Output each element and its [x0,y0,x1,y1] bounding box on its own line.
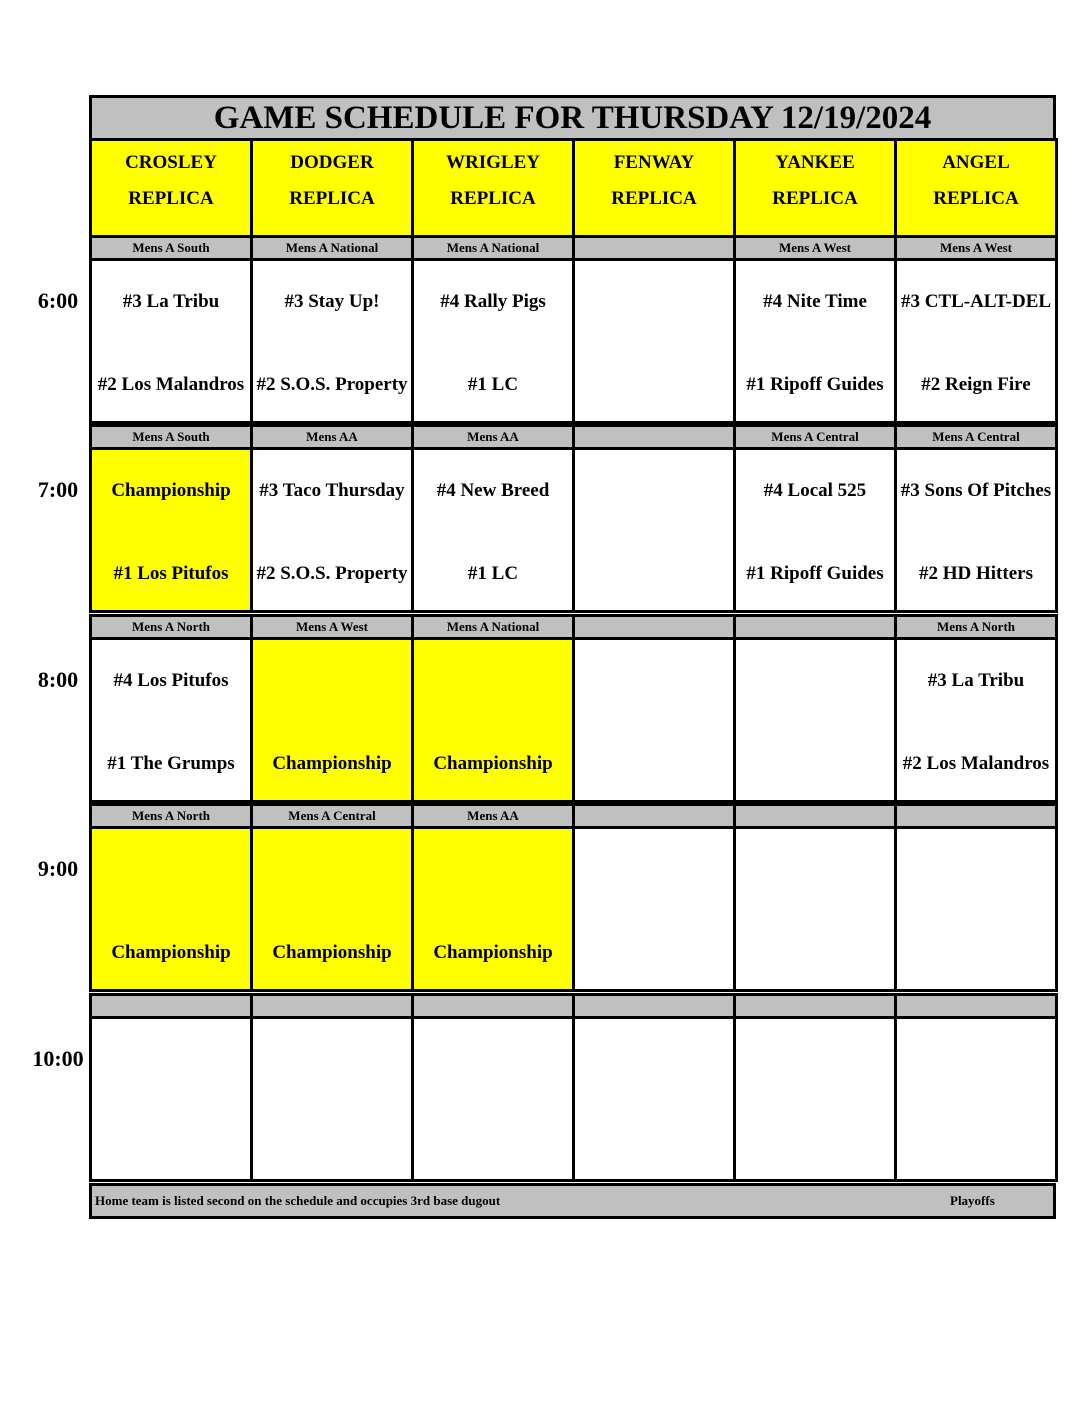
away-team [736,1019,894,1101]
away-team: #3 Taco Thursday [259,480,405,501]
away-team [253,1019,411,1101]
game-cell [572,637,736,803]
division-label: Mens A Central [894,424,1058,450]
home-team: #2 HD Hitters [919,563,1033,584]
division-label: Mens A South [89,235,253,261]
home-team: Championship [433,753,553,774]
away-team [92,829,250,911]
away-team [736,829,894,911]
home-team: #1 Ripoff Guides [746,374,884,395]
away-team [414,1019,572,1101]
field-subtitle: REPLICA [611,188,697,209]
home-team: #1 LC [467,563,519,584]
home-team [575,911,733,995]
footer-band [89,1183,1056,1219]
home-team [92,1101,250,1185]
footer-note: Home team is listed second on the schedule and occupies 3rd base dugout [95,1193,501,1208]
home-team: #2 S.O.S. Property [256,374,408,395]
division-label: Mens A National [411,235,575,261]
game-cell [733,1016,897,1182]
home-team: Championship [433,942,553,963]
home-team [736,911,894,995]
game-cell [894,826,1058,992]
game-cell [733,826,897,992]
away-team [575,829,733,911]
game-cell [89,258,253,424]
division-label: Mens A North [89,803,253,829]
division-label: Mens A West [250,614,414,640]
game-cell [572,826,736,992]
home-team [575,532,733,616]
home-team: #2 Reign Fire [921,374,1031,395]
home-team [575,343,733,427]
field-header-dodger [250,138,414,238]
home-team: #1 LC [467,374,519,395]
time-label: 9:00 [37,856,79,881]
game-cell [89,1016,253,1182]
division-label: Mens A West [733,235,897,261]
away-team [575,261,733,343]
division-label: Mens A North [894,614,1058,640]
field-name: WRIGLEY [446,152,540,173]
playoffs-legend: Playoffs [950,1193,995,1208]
home-team [575,1101,733,1185]
division-label: Mens A Central [733,424,897,450]
field-header-yankee [733,138,897,238]
field-name: CROSLEY [125,152,217,173]
away-team [736,640,894,722]
away-team: #3 La Tribu [927,670,1025,691]
home-team [414,1101,572,1185]
field-header-crosley [89,138,253,238]
time-label: 6:00 [37,288,79,313]
division-label: Mens A National [411,614,575,640]
time-label: 10:00 [32,1046,84,1071]
time-label: 7:00 [37,477,79,502]
time-label: 8:00 [37,667,79,692]
field-subtitle: REPLICA [450,188,536,209]
game-cell [89,447,253,613]
home-team: #1 The Grumps [107,753,235,774]
field-name: DODGER [290,152,374,173]
division-label: Mens A Central [250,803,414,829]
home-team [897,1101,1055,1185]
away-team [575,450,733,532]
game-cell [89,637,253,803]
division-label: Mens A West [894,235,1058,261]
division-label: Mens A National [250,235,414,261]
away-team: #4 Nite Time [763,291,867,312]
field-subtitle: REPLICA [128,188,214,209]
away-team [575,640,733,722]
away-team: #4 Rally Pigs [440,291,546,312]
field-subtitle: REPLICA [289,188,375,209]
field-subtitle: REPLICA [933,188,1019,209]
away-team: #3 La Tribu [122,291,220,312]
field-name: FENWAY [613,152,695,173]
schedule-title: GAME SCHEDULE FOR THURSDAY 12/19/2024 [89,95,1056,141]
division-label: Mens A North [89,614,253,640]
division-label: Mens AA [411,424,575,450]
game-cell [733,447,897,613]
home-team [736,722,894,806]
game-cell [250,826,414,992]
game-cell [894,1016,1058,1182]
home-team: #2 Los Malandros [902,753,1050,774]
field-name: YANKEE [775,152,855,173]
game-cell [894,258,1058,424]
home-team: #1 Ripoff Guides [746,563,884,584]
game-cell [572,258,736,424]
field-name: ANGEL [942,152,1010,173]
home-team [575,722,733,806]
division-label: Mens A South [89,424,253,450]
game-cell [411,258,575,424]
field-header-wrigley [411,138,575,238]
away-team [897,1019,1055,1101]
game-cell [733,258,897,424]
away-team: #3 CTL-ALT-DEL [900,291,1052,312]
game-cell [89,826,253,992]
field-header-angel [894,138,1058,238]
away-team [253,829,411,911]
home-team: Championship [272,753,392,774]
game-cell [411,637,575,803]
away-team [575,1019,733,1101]
home-team: #2 S.O.S. Property [256,563,408,584]
away-team [92,1019,250,1101]
home-team: Championship [272,942,392,963]
away-team [414,829,572,911]
game-cell [894,447,1058,613]
game-cell [411,826,575,992]
home-team: #1 Los Pitufos [113,563,229,584]
game-cell [733,637,897,803]
away-team: Championship [111,480,231,501]
home-team: #2 Los Malandros [97,374,245,395]
division-label: Mens AA [250,424,414,450]
away-team: #3 Sons Of Pitches [900,480,1052,501]
away-team: #4 Local 525 [763,480,867,501]
away-team: #4 Los Pitufos [113,670,229,691]
game-cell [572,1016,736,1182]
game-cell [411,447,575,613]
game-cell [411,1016,575,1182]
game-cell [250,447,414,613]
home-team [736,1101,894,1185]
field-subtitle: REPLICA [772,188,858,209]
away-team [897,829,1055,911]
away-team [414,640,572,722]
game-cell [572,447,736,613]
home-team [897,911,1055,995]
game-cell [250,637,414,803]
away-team [253,640,411,722]
game-cell [250,258,414,424]
home-team [253,1101,411,1185]
game-cell [894,637,1058,803]
game-cell [250,1016,414,1182]
home-team: Championship [111,942,231,963]
away-team: #3 Stay Up! [284,291,380,312]
away-team: #4 New Breed [436,480,550,501]
field-header-fenway [572,138,736,238]
division-label: Mens AA [411,803,575,829]
